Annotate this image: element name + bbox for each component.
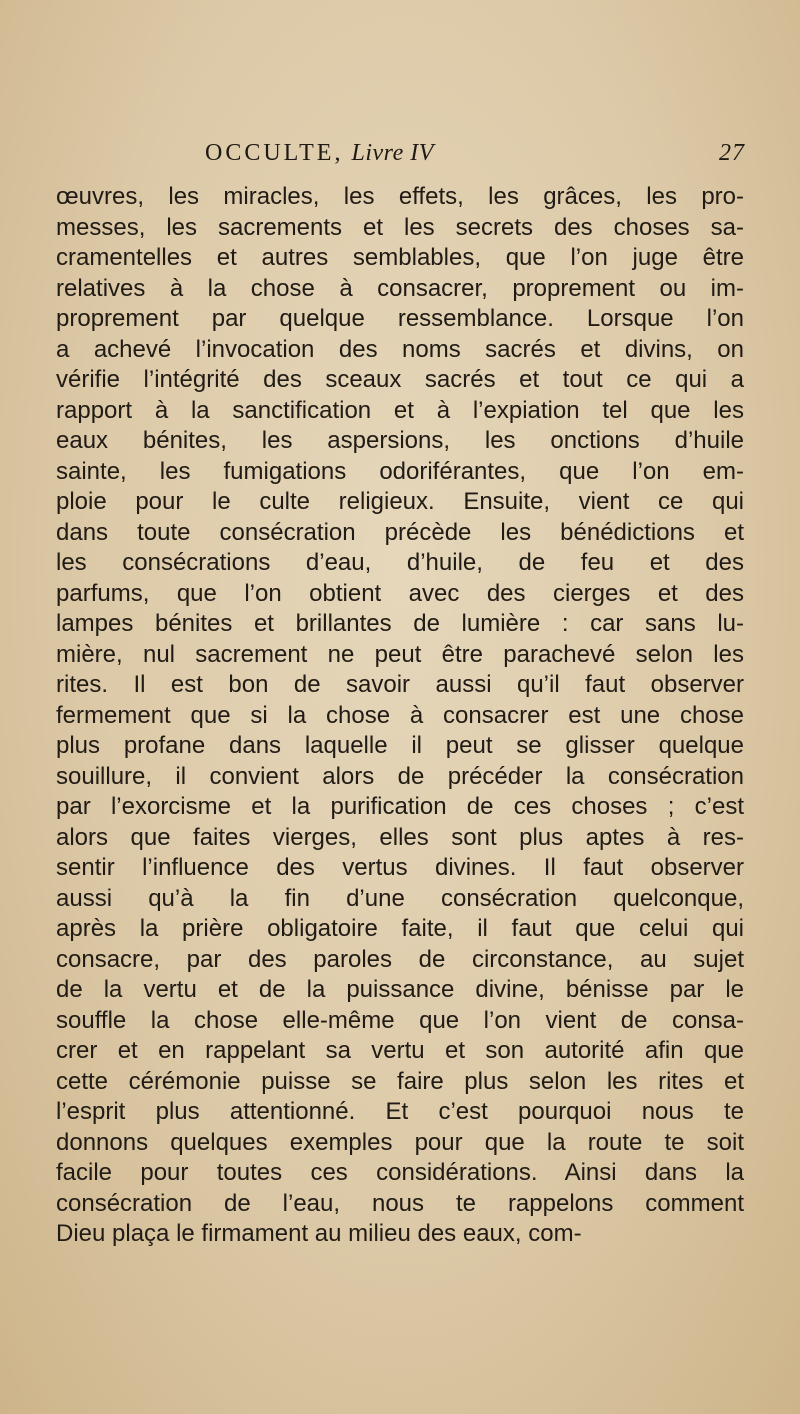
text-line: crer et en rappelant sa vertu et son autorité afin que xyxy=(56,1037,744,1064)
text-line: relatives à la chose à consacrer, proprement ou im- xyxy=(56,274,744,302)
text-line: par l’exorcisme et la purification de ces choses ; c’est xyxy=(56,793,744,820)
text-line: alors que faites vierges, elles sont plus aptes à res- xyxy=(56,823,744,851)
text-line: les consécrations d’eau, d’huile, de feu et des xyxy=(56,549,744,576)
text-line: cette cérémonie puisse se faire plus selon les rites et xyxy=(56,1067,744,1095)
text-line: rapport à la sanctification et à l’expiation tel que les xyxy=(56,396,744,424)
text-line: consacre, par des paroles de circonstance, au sujet xyxy=(56,945,744,973)
running-head-book: Livre IV xyxy=(351,140,434,166)
text-line: de la vertu et de la puissance divine, bénisse par le xyxy=(56,976,744,1003)
text-line: souillure, il convient alors de précéder la consécration xyxy=(56,762,744,790)
text-line: donnons quelques exemples pour que la route te soit xyxy=(56,1128,744,1156)
text-line: lampes bénites et brillantes de lumière : car sans lu- xyxy=(56,610,744,637)
text-line: fermement que si la chose à consacrer est une chose xyxy=(56,701,744,729)
text-line: mière, nul sacrement ne peut être parachevé selon les xyxy=(56,640,744,668)
text-line: dans toute consécration précède les bénédictions et xyxy=(56,518,744,546)
page-number: 27 xyxy=(719,140,745,166)
text-line: cramentelles et autres semblables, que l’on juge être xyxy=(56,244,744,271)
text-line: consécration de l’eau, nous te rappelons comment xyxy=(56,1189,744,1217)
text-line: messes, les sacrements et les secrets des choses sa- xyxy=(56,213,744,241)
text-line: l’esprit plus attentionné. Et c’est pourquoi nous te xyxy=(56,1098,744,1125)
text-line: proprement par quelque ressemblance. Lorsque l’on xyxy=(56,305,744,332)
text-line: parfums, que l’on obtient avec des cierges et des xyxy=(56,579,744,607)
text-line: rites. Il est bon de savoir aussi qu’il faut observer xyxy=(56,671,744,698)
text-line: œuvres, les miracles, les effets, les grâces, les pro- xyxy=(56,183,744,210)
running-head-title: OCCULTE, xyxy=(205,140,344,166)
body-paragraph xyxy=(56,182,744,1250)
text-line: aussi qu’à la fin d’une consécration quelconque, xyxy=(56,884,744,912)
text-line: sentir l’influence des vertus divines. Il faut observer xyxy=(56,854,744,881)
text-line: après la prière obligatoire faite, il faut que celui qui xyxy=(56,915,744,942)
text-line: ploie pour le culte religieux. Ensuite, vient ce qui xyxy=(56,488,744,515)
text-line: eaux bénites, les aspersions, les onctions d’huile xyxy=(56,427,744,454)
text-line: sainte, les fumigations odoriférantes, que l’on em- xyxy=(56,457,744,485)
text-line: vérifie l’intégrité des sceaux sacrés et tout ce qui a xyxy=(56,366,744,393)
text-line: facile pour toutes ces considérations. Ainsi dans la xyxy=(56,1159,744,1186)
text-line: plus profane dans laquelle il peut se glisser quelque xyxy=(56,732,744,759)
running-head xyxy=(205,135,745,171)
text-line: souffle la chose elle-même que l’on vient de consa- xyxy=(56,1006,744,1034)
text-line: Dieu plaça le firmament au milieu des eaux, com- xyxy=(56,1220,582,1247)
text-line: a achevé l’invocation des noms sacrés et divins, on xyxy=(56,335,744,363)
